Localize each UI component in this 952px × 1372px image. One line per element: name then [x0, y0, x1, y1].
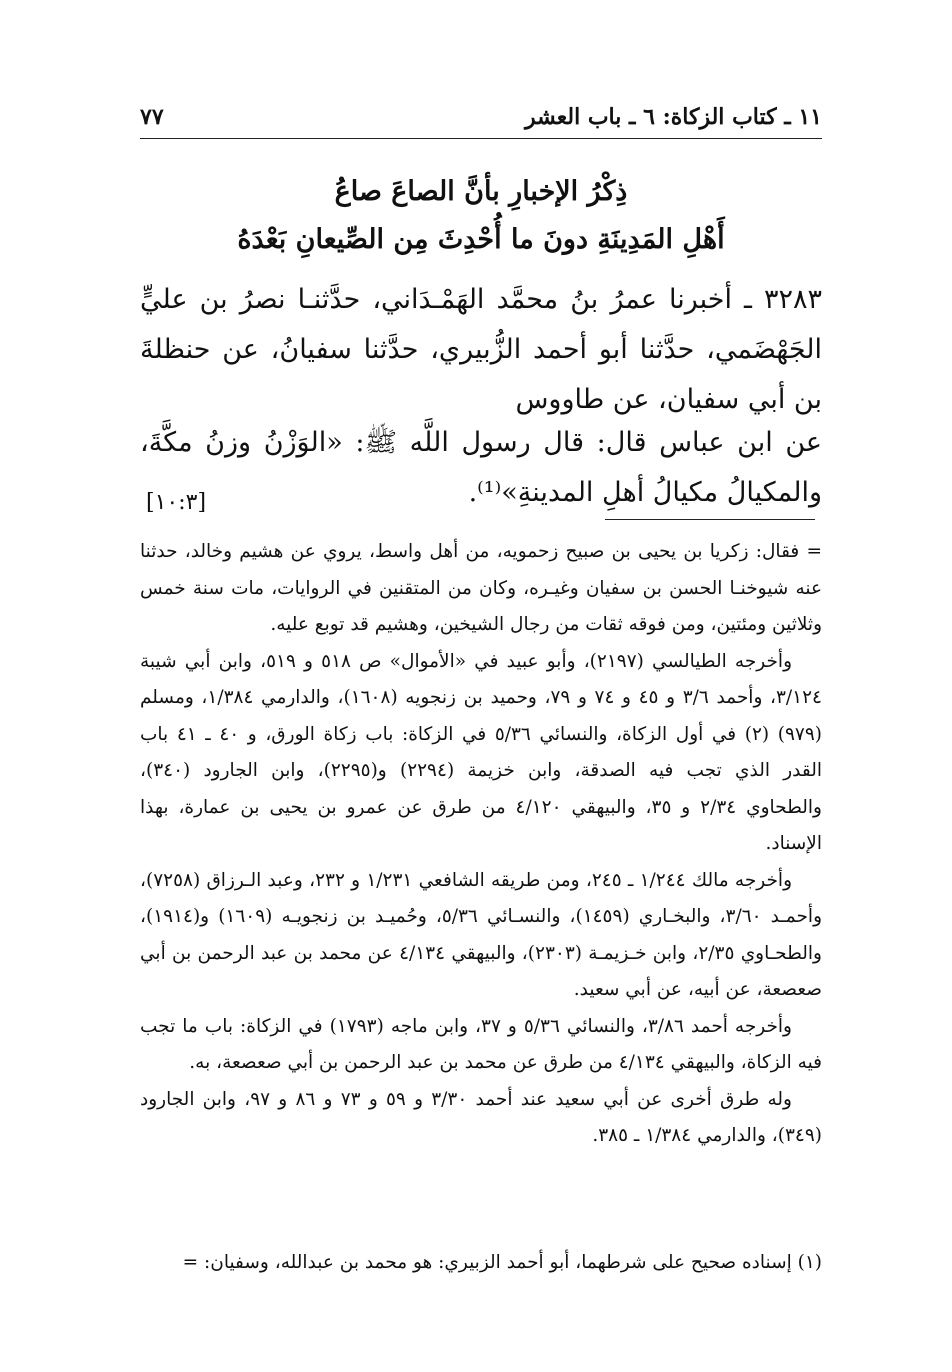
page-number: ٧٧ [140, 104, 164, 130]
header-divider [140, 138, 822, 139]
hadith-matn: عن ابن عباس قال: قال رسول اللَّه ﷺ: «الوَزْنُ وزنُ مكَّةَ، والمكيالُ مكيالُ أهلِ المدينةِ»⁽¹⁾. [140, 427, 822, 508]
heading-line-2: أَهْلِ المَدِينَةِ دونَ ما أُحْدِثَ مِن الصِّيعانِ بَعْدَهُ [237, 224, 725, 255]
matn-underline [605, 519, 815, 520]
chapter-heading [140, 168, 822, 264]
hadith-isnad: ٣٢٨٣ ـ أخبرنا عمرُ بنُ محمَّد الهَمْـدَاني، حدَّثنـا نصرُ بن عليٍّ الجَهْضَمي، حدَّثنا أبو أحمد الزُّبيري، حدَّثنا سفيانُ، عن حنظلةَ بن أبي سفيان، عن طاووس [140, 284, 822, 415]
footnote: (١) إسناده صحيح على شرطهما، أبو أحمد الزبيري: هو محمد بن عبدالله، وسفيان: = [182, 1252, 822, 1273]
commentary [140, 534, 822, 1155]
running-title: ١١ ـ كتاب الزكاة: ٦ ـ باب العشر [524, 104, 822, 130]
commentary-paragraph: وأخرجه أحمد ٣/٨٦، والنسائي ٥/٣٦ و ٣٧، وابن ماجه (١٧٩٣) في الزكاة: باب ما تجب فيه الزكاة، والبيهقي ٤/١٣٤ من طرق عن محمد بن عبد الرحمن بن أبي صعصعة، به. [140, 1015, 822, 1073]
commentary-paragraph: = فقال: زكريا بن يحيى بن صبيح زحمويه، من أهل واسط، يروي عن هشيم وخالد، حدثنا عنه شيوخنـا الحسن بن سفيان وغيـره، وكان من المتقنين في الروايات، مات سنة خمس وثلاثين ومئتين، ومن فوقه ثقات من رجال الشيخين، وهشيم قد توبع عليه. [140, 541, 822, 635]
page-header [140, 104, 822, 134]
hadith-reference: [١٠:٣] [146, 490, 207, 515]
commentary-paragraph: وأخرجه الطيالسي (٢١٩٧)، وأبو عبيد في «الأموال» ص ٥١٨ و ٥١٩، وابن أبي شيبة ٣/١٢٤، وأحمد ٣/٦ و ٤٥ و ٧٤ و ٧٩، وحميد بن زنجويه (١٦٠٨)، والدارمي ١/٣٨٤، ومسلم (٩٧٩) (٢) في أول الزكاة، والنسائي ٥/٣٦ في الزكاة: باب زكاة الورق، و ٤٠ ـ ٤١ باب القدر الذي تجب فيه الصدقة، وابن خزيمة (٢٢٩٤) و(٢٢٩٥)، وابن الجارود (٣٤٠)، والطحاوي ٢/٣٤ و ٣٥، والبيهقي ٤/١٢٠ من طرق عن عمرو بن يحيى بن عمارة، بهذا الإسناد. [140, 650, 822, 854]
commentary-paragraph: وأخرجه مالك ١/٢٤٤ ـ ٢٤٥، ومن طريقه الشافعي ١/٢٣١ و ٢٣٢، وعبد الـرزاق (٧٢٥٨)، وأحمـد ٣/٦٠، والبخـاري (١٤٥٩)، والنسـائي ٥/٣٦، وحُميـد بن زنجويـه (١٦٠٩) و(١٩١٤)، والطحـاوي ٢/٣٥، وابن خـزيمـة (٢٣٠٣)، والبيهقي ٤/١٣٤ عن محمد بن عبد الرحمن بن أبي صعصعة، عن أبيه، عن أبي سعيد. [140, 869, 823, 1000]
heading-line-1: ذِكْرُ الإخبارِ بأنَّ الصاعَ صاعُ [334, 176, 628, 207]
commentary-paragraph: وله طرق أخرى عن أبي سعيد عند أحمد ٣/٣٠ و ٥٩ و ٧٣ و ٨٦ و ٩٧، وابن الجارود (٣٤٩)، والدارمي ١/٣٨٤ ـ ٣٨٥. [140, 1088, 822, 1146]
